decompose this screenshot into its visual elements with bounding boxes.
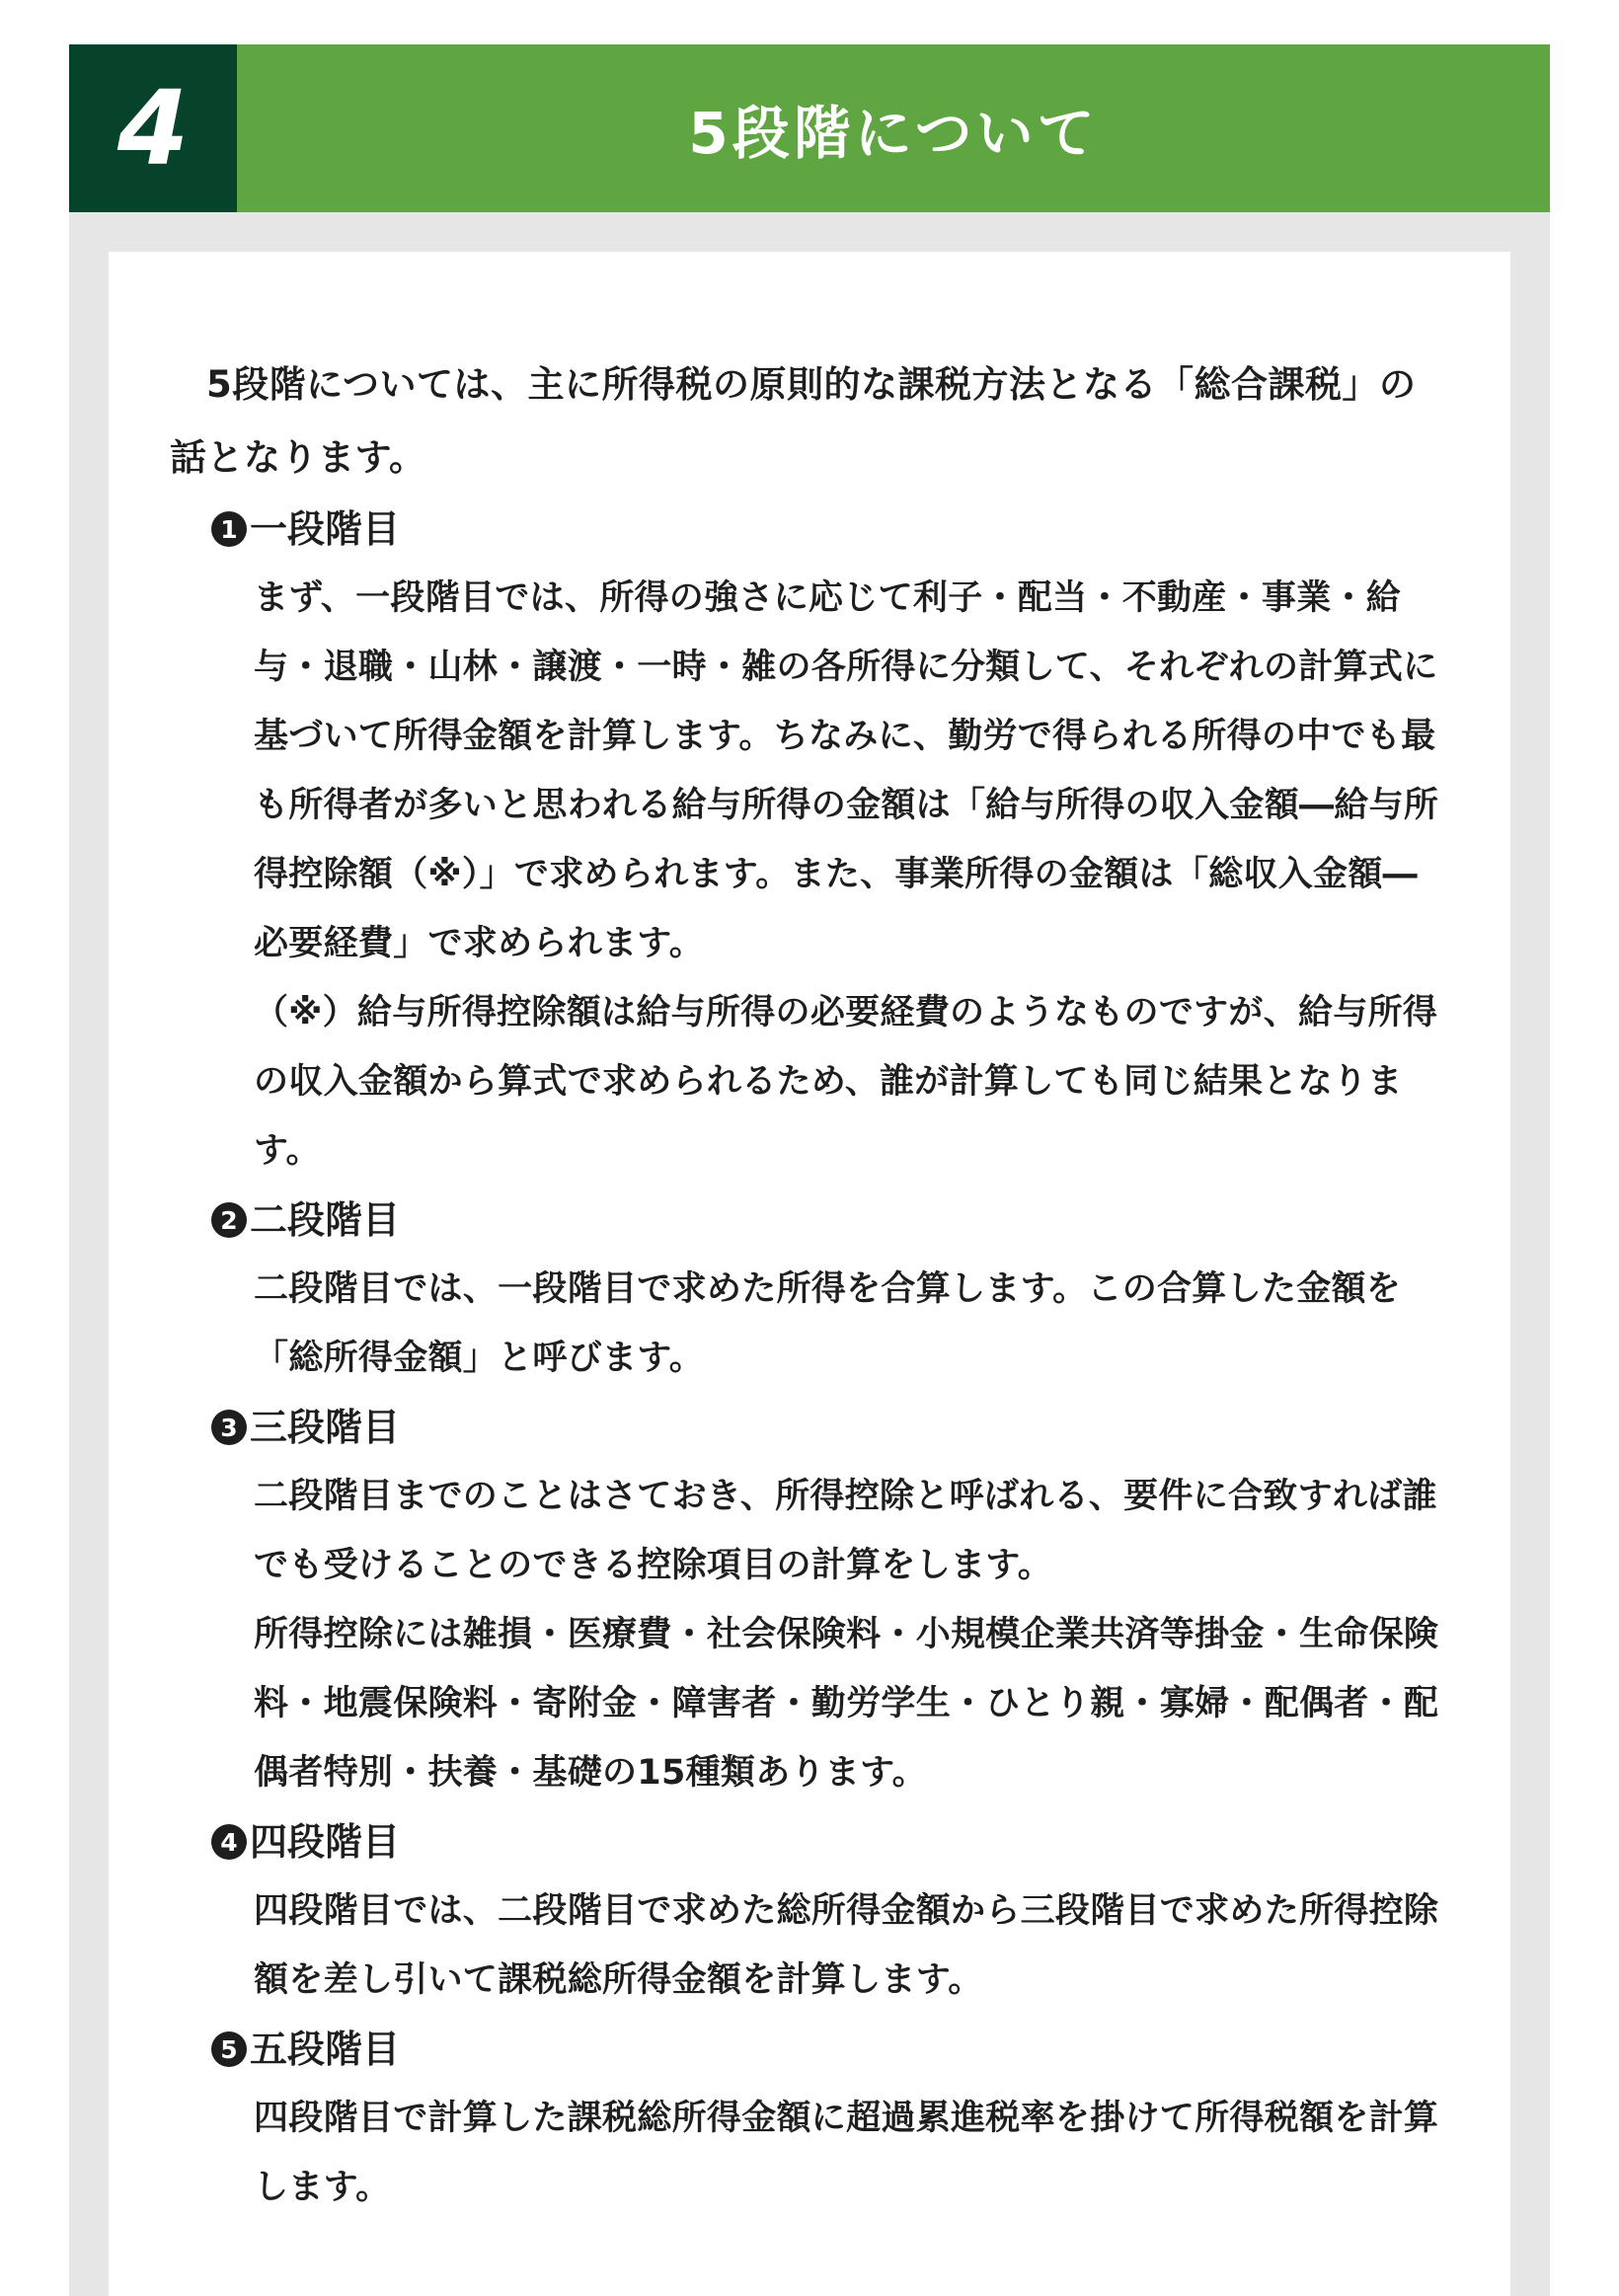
step-note: （※）給与所得控除額は給与所得の必要経費のようなものですが、給与所得の収入金額から算式で求められるため、誰が計算しても同じ結果となります。 — [254, 993, 1438, 1171]
step-number-badge: 4 — [211, 1824, 247, 1860]
step-heading — [170, 495, 1451, 564]
step-paragraph: 四段階目で計算した課税総所得金額に超過累進税率を掛けて所得税額を計算します。 — [254, 2099, 1439, 2207]
step-title: 四段階目 — [250, 1820, 401, 1864]
step-3 — [170, 1393, 1451, 1807]
section-title: 5段階について — [237, 44, 1550, 212]
content-panel — [109, 252, 1510, 2296]
section-number: 4 — [69, 44, 237, 212]
section-header — [69, 44, 1550, 212]
step-heading — [170, 1807, 1451, 1876]
step-number-badge: 5 — [211, 2031, 247, 2067]
step-paragraph: 二段階目では、一段階目で求めた所得を合算します。この合算した金額を「総所得金額」と呼びます。 — [254, 1269, 1402, 1378]
section-4 — [69, 44, 1550, 2296]
step-title: 一段階目 — [250, 507, 401, 551]
step-number-badge: 1 — [211, 511, 247, 547]
step-paragraph: 所得控除には雑損・医療費・社会保険料・小規模企業共済等掛金・生命保険料・地震保険料・寄附金・障害者・勤労学生・ひとり親・寡婦・配偶者・配偶者特別・扶養・基礎の15種類あります。 — [254, 1615, 1439, 1793]
step-1 — [170, 495, 1451, 1186]
step-4 — [170, 1807, 1451, 2015]
step-number-badge: 2 — [211, 1202, 247, 1238]
step-title: 五段階目 — [250, 2028, 401, 2071]
step-5 — [170, 2015, 1451, 2222]
intro-paragraph: 5段階については、主に所得税の原則的な課税方法となる「総合課税」の話となります。 — [170, 363, 1417, 479]
step-heading — [170, 1393, 1451, 1462]
step-heading — [170, 1186, 1451, 1255]
step-title: 三段階目 — [250, 1406, 401, 1449]
step-2 — [170, 1186, 1451, 1393]
step-number-badge: 3 — [211, 1410, 247, 1445]
step-paragraph: まず、一段階目では、所得の強さに応じて利子・配当・不動産・事業・給与・退職・山林・譲渡・一時・雑の各所得に分類して、それぞれの計算式に基づいて所得金額を計算します。ちなみに、勤労で得られる所得の中でも最も所得者が多いと思われる給与所得の金額は「給与所得の収入金額―給与所得控除額（※）」で求められます。また、事業所得の金額は「総収入金額―必要経費」で求められます。 — [254, 578, 1439, 963]
step-paragraph: 二段階目までのことはさておき、所得控除と呼ばれる、要件に合致すれば誰でも受けることのできる控除項目の計算をします。 — [254, 1477, 1437, 1585]
step-paragraph: 四段階目では、二段階目で求めた総所得金額から三段階目で求めた所得控除額を差し引いて課税総所得金額を計算します。 — [254, 1891, 1439, 2000]
step-heading — [170, 2015, 1451, 2084]
step-title: 二段階目 — [250, 1198, 401, 1242]
